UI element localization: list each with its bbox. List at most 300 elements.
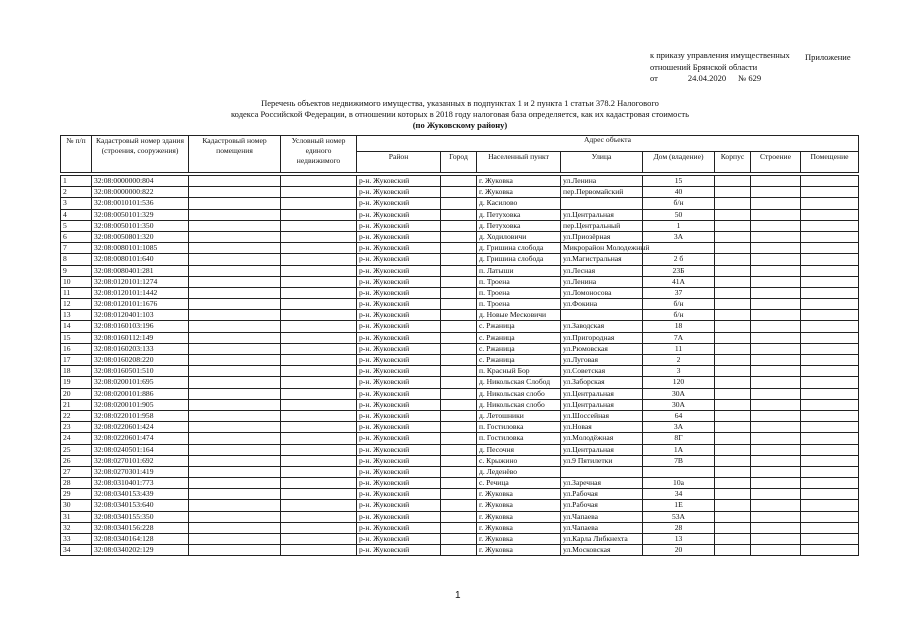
table-header-row	[61, 136, 859, 152]
structure-cell	[751, 478, 801, 489]
table-row	[61, 332, 859, 343]
settlement-cell: п. Гостиловка	[477, 433, 561, 444]
district-cell: р-н. Жуковский	[357, 455, 441, 466]
structure-cell	[751, 343, 801, 354]
structure-cell	[751, 176, 801, 187]
row-number: 5	[61, 220, 92, 231]
conditional-number	[281, 500, 357, 511]
row-number: 22	[61, 410, 92, 421]
street-cell	[561, 198, 643, 209]
cadastral-building-number: 32:08:0220601:424	[92, 422, 189, 433]
city-cell	[441, 299, 477, 310]
cadastral-premise-number	[189, 321, 281, 332]
cadastral-premise-number	[189, 478, 281, 489]
table-row	[61, 522, 859, 533]
settlement-cell: с. Речица	[477, 478, 561, 489]
conditional-number	[281, 399, 357, 410]
conditional-number	[281, 187, 357, 198]
conditional-number	[281, 366, 357, 377]
table-body	[61, 176, 859, 556]
building-cell	[715, 522, 751, 533]
cadastral-building-number: 32:08:0220101:958	[92, 410, 189, 421]
district-cell: р-н. Жуковский	[357, 534, 441, 545]
city-cell	[441, 545, 477, 556]
premise-cell	[801, 220, 859, 231]
house-cell: 20	[643, 545, 715, 556]
table-row	[61, 489, 859, 500]
premise-cell	[801, 209, 859, 220]
conditional-number	[281, 534, 357, 545]
house-cell: 10а	[643, 478, 715, 489]
page-number: 1	[455, 590, 461, 601]
table-row	[61, 176, 859, 187]
premise-cell	[801, 545, 859, 556]
cadastral-building-number: 32:08:0120101:1274	[92, 276, 189, 287]
street-cell: ул.9 Пятилетки	[561, 455, 643, 466]
premise-cell	[801, 310, 859, 321]
city-cell	[441, 500, 477, 511]
street-cell: ул.Ленина	[561, 176, 643, 187]
city-cell	[441, 176, 477, 187]
cadastral-premise-number	[189, 343, 281, 354]
premise-cell	[801, 422, 859, 433]
settlement-cell: п. Латыши	[477, 265, 561, 276]
header-structure: Строение	[751, 152, 801, 173]
settlement-cell: г. Жуковка	[477, 187, 561, 198]
city-cell	[441, 209, 477, 220]
cadastral-premise-number	[189, 287, 281, 298]
street-cell: ул.Луговая	[561, 355, 643, 366]
building-cell	[715, 355, 751, 366]
structure-cell	[751, 466, 801, 477]
premise-cell	[801, 410, 859, 421]
row-number: 8	[61, 254, 92, 265]
cadastral-building-number: 32:08:0050101:350	[92, 220, 189, 231]
city-cell	[441, 455, 477, 466]
district-cell: р-н. Жуковский	[357, 187, 441, 198]
conditional-number	[281, 343, 357, 354]
structure-cell	[751, 511, 801, 522]
cadastral-building-number: 32:08:0080401:281	[92, 265, 189, 276]
table-row	[61, 220, 859, 231]
cadastral-building-number: 32:08:0340155:350	[92, 511, 189, 522]
settlement-cell: д. Леденёво	[477, 466, 561, 477]
structure-cell	[751, 209, 801, 220]
house-cell: 64	[643, 410, 715, 421]
conditional-number	[281, 310, 357, 321]
house-cell: 8Г	[643, 433, 715, 444]
house-cell: 41А	[643, 276, 715, 287]
structure-cell	[751, 276, 801, 287]
street-cell: Микрорайон Молодежный	[561, 243, 643, 254]
conditional-number	[281, 388, 357, 399]
premise-cell	[801, 388, 859, 399]
conditional-number	[281, 198, 357, 209]
conditional-number	[281, 377, 357, 388]
street-cell: ул.Чапаева	[561, 522, 643, 533]
table-row	[61, 511, 859, 522]
structure-cell	[751, 444, 801, 455]
district-cell: р-н. Жуковский	[357, 422, 441, 433]
cadastral-premise-number	[189, 276, 281, 287]
table-row	[61, 534, 859, 545]
cadastral-building-number: 32:08:0160103:196	[92, 321, 189, 332]
city-cell	[441, 355, 477, 366]
settlement-cell: г. Жуковка	[477, 511, 561, 522]
street-cell: ул.Приозёрная	[561, 231, 643, 242]
building-cell	[715, 332, 751, 343]
settlement-cell: г. Жуковка	[477, 534, 561, 545]
building-cell	[715, 254, 751, 265]
cadastral-premise-number	[189, 209, 281, 220]
premise-cell	[801, 243, 859, 254]
building-cell	[715, 545, 751, 556]
building-cell	[715, 422, 751, 433]
table-row	[61, 231, 859, 242]
table-row	[61, 276, 859, 287]
city-cell	[441, 377, 477, 388]
structure-cell	[751, 299, 801, 310]
document-title	[180, 98, 740, 131]
order-date: 24.04.2020	[687, 73, 727, 83]
row-number: 31	[61, 511, 92, 522]
building-cell	[715, 209, 751, 220]
row-number: 4	[61, 209, 92, 220]
street-cell: ул.Карла Либкнехта	[561, 534, 643, 545]
header-cad-premise: Кадастровый номер помещения	[189, 136, 281, 173]
premise-cell	[801, 176, 859, 187]
row-number: 13	[61, 310, 92, 321]
district-cell: р-н. Жуковский	[357, 466, 441, 477]
row-number: 11	[61, 287, 92, 298]
district-cell: р-н. Жуковский	[357, 209, 441, 220]
cadastral-building-number: 32:08:0080101:640	[92, 254, 189, 265]
cadastral-building-number: 32:08:0050801:320	[92, 231, 189, 242]
header-cad-building: Кадастровый номер здания (строения, сооружения)	[92, 136, 189, 173]
street-cell: пер.Первомайский	[561, 187, 643, 198]
settlement-cell: д. Песочня	[477, 444, 561, 455]
district-cell: р-н. Жуковский	[357, 231, 441, 242]
house-cell: 1	[643, 220, 715, 231]
district-cell: р-н. Жуковский	[357, 410, 441, 421]
cadastral-building-number: 32:08:0160501:510	[92, 366, 189, 377]
building-cell	[715, 231, 751, 242]
structure-cell	[751, 522, 801, 533]
street-cell: ул.Центральная	[561, 209, 643, 220]
conditional-number	[281, 444, 357, 455]
district-cell: р-н. Жуковский	[357, 220, 441, 231]
row-number: 15	[61, 332, 92, 343]
settlement-cell: д. Гришина слобода	[477, 243, 561, 254]
district-cell: р-н. Жуковский	[357, 198, 441, 209]
settlement-cell: с. Ржаница	[477, 355, 561, 366]
cadastral-building-number: 32:08:0200101:905	[92, 399, 189, 410]
row-number: 17	[61, 355, 92, 366]
row-number: 1	[61, 176, 92, 187]
house-cell: б/н	[643, 299, 715, 310]
building-cell	[715, 198, 751, 209]
cadastral-building-number: 32:08:0050101:329	[92, 209, 189, 220]
building-cell	[715, 299, 751, 310]
street-cell: ул.Рабочая	[561, 489, 643, 500]
settlement-cell: с. Крыжино	[477, 455, 561, 466]
cadastral-premise-number	[189, 377, 281, 388]
row-number: 25	[61, 444, 92, 455]
street-cell: ул.Рюмовская	[561, 343, 643, 354]
building-cell	[715, 310, 751, 321]
cadastral-premise-number	[189, 466, 281, 477]
house-cell: 50	[643, 209, 715, 220]
city-cell	[441, 265, 477, 276]
row-number: 14	[61, 321, 92, 332]
building-cell	[715, 287, 751, 298]
cadastral-premise-number	[189, 198, 281, 209]
table-row	[61, 355, 859, 366]
table-row	[61, 500, 859, 511]
table-row	[61, 410, 859, 421]
house-cell	[643, 243, 715, 254]
cadastral-building-number: 32:08:0220601:474	[92, 433, 189, 444]
city-cell	[441, 534, 477, 545]
cadastral-building-number: 32:08:0310401:773	[92, 478, 189, 489]
settlement-cell: п. Троена	[477, 276, 561, 287]
cadastral-premise-number	[189, 265, 281, 276]
house-cell: 7А	[643, 332, 715, 343]
street-cell: ул.Магистральная	[561, 254, 643, 265]
premise-cell	[801, 231, 859, 242]
conditional-number	[281, 332, 357, 343]
settlement-cell: д. Никольская слобо	[477, 399, 561, 410]
table-row	[61, 265, 859, 276]
structure-cell	[751, 377, 801, 388]
street-cell: пер.Центральный	[561, 220, 643, 231]
structure-cell	[751, 500, 801, 511]
settlement-cell: г. Жуковка	[477, 489, 561, 500]
building-cell	[715, 176, 751, 187]
street-cell: ул.Заречная	[561, 478, 643, 489]
house-cell: 34	[643, 489, 715, 500]
cadastral-premise-number	[189, 545, 281, 556]
conditional-number	[281, 321, 357, 332]
district-cell: р-н. Жуковский	[357, 355, 441, 366]
cadastral-building-number: 32:08:0340164:128	[92, 534, 189, 545]
structure-cell	[751, 388, 801, 399]
cadastral-premise-number	[189, 422, 281, 433]
cadastral-building-number: 32:08:0200101:886	[92, 388, 189, 399]
row-number: 34	[61, 545, 92, 556]
structure-cell	[751, 265, 801, 276]
cadastral-building-number: 32:08:0160203:133	[92, 343, 189, 354]
header-street: Улица	[561, 152, 643, 173]
district-cell: р-н. Жуковский	[357, 366, 441, 377]
title-subtitle: (по Жуковскому району)	[412, 120, 508, 130]
premise-cell	[801, 522, 859, 533]
structure-cell	[751, 399, 801, 410]
table-row	[61, 388, 859, 399]
row-number: 20	[61, 388, 92, 399]
street-cell: ул.Молодёжная	[561, 433, 643, 444]
conditional-number	[281, 355, 357, 366]
table-row	[61, 254, 859, 265]
cadastral-premise-number	[189, 399, 281, 410]
house-cell: 30А	[643, 388, 715, 399]
cadastral-premise-number	[189, 511, 281, 522]
row-number: 12	[61, 299, 92, 310]
header-num: № п/п	[61, 136, 92, 173]
city-cell	[441, 444, 477, 455]
city-cell	[441, 399, 477, 410]
city-cell	[441, 366, 477, 377]
cadastral-premise-number	[189, 355, 281, 366]
table-row	[61, 455, 859, 466]
structure-cell	[751, 231, 801, 242]
premise-cell	[801, 511, 859, 522]
order-line-1: к приказу управления имущественных	[650, 50, 790, 60]
premise-cell	[801, 198, 859, 209]
city-cell	[441, 489, 477, 500]
structure-cell	[751, 489, 801, 500]
header-cond-number: Условный номер единого недвижимого	[281, 136, 357, 173]
district-cell: р-н. Жуковский	[357, 287, 441, 298]
city-cell	[441, 187, 477, 198]
cadastral-premise-number	[189, 489, 281, 500]
table-row	[61, 366, 859, 377]
house-cell: 15	[643, 176, 715, 187]
street-cell: ул.Заводская	[561, 321, 643, 332]
district-cell: р-н. Жуковский	[357, 176, 441, 187]
street-cell	[561, 466, 643, 477]
house-cell: 37	[643, 287, 715, 298]
district-cell: р-н. Жуковский	[357, 299, 441, 310]
house-cell: 11	[643, 343, 715, 354]
structure-cell	[751, 534, 801, 545]
appendix-label: Приложение	[805, 52, 851, 62]
settlement-cell: с. Ржаница	[477, 332, 561, 343]
street-cell: ул.Новая	[561, 422, 643, 433]
district-cell: р-н. Жуковский	[357, 310, 441, 321]
conditional-number	[281, 176, 357, 187]
district-cell: р-н. Жуковский	[357, 276, 441, 287]
district-cell: р-н. Жуковский	[357, 265, 441, 276]
cadastral-building-number: 32:08:0270101:692	[92, 455, 189, 466]
cadastral-premise-number	[189, 187, 281, 198]
structure-cell	[751, 455, 801, 466]
cadastral-premise-number	[189, 500, 281, 511]
row-number: 21	[61, 399, 92, 410]
premise-cell	[801, 254, 859, 265]
settlement-cell: г. Жуковка	[477, 500, 561, 511]
house-cell: 23Б	[643, 265, 715, 276]
cadastral-building-number: 32:08:0000000:822	[92, 187, 189, 198]
building-cell	[715, 377, 751, 388]
cadastral-premise-number	[189, 243, 281, 254]
row-number: 16	[61, 343, 92, 354]
row-number: 24	[61, 433, 92, 444]
cadastral-building-number: 32:08:0160112:149	[92, 332, 189, 343]
building-cell	[715, 466, 751, 477]
structure-cell	[751, 433, 801, 444]
structure-cell	[751, 422, 801, 433]
city-cell	[441, 410, 477, 421]
structure-cell	[751, 366, 801, 377]
conditional-number	[281, 243, 357, 254]
settlement-cell: г. Жуковка	[477, 176, 561, 187]
settlement-cell: г. Жуковка	[477, 545, 561, 556]
house-cell: 18	[643, 321, 715, 332]
conditional-number	[281, 410, 357, 421]
city-cell	[441, 310, 477, 321]
premise-cell	[801, 332, 859, 343]
city-cell	[441, 466, 477, 477]
row-number: 18	[61, 366, 92, 377]
cadastral-building-number: 32:08:0120101:1442	[92, 287, 189, 298]
city-cell	[441, 321, 477, 332]
building-cell	[715, 187, 751, 198]
street-cell: ул.Пригородная	[561, 332, 643, 343]
structure-cell	[751, 545, 801, 556]
building-cell	[715, 265, 751, 276]
house-cell: 40	[643, 187, 715, 198]
structure-cell	[751, 287, 801, 298]
house-cell: 30А	[643, 399, 715, 410]
premise-cell	[801, 455, 859, 466]
city-cell	[441, 522, 477, 533]
cadastral-premise-number	[189, 455, 281, 466]
conditional-number	[281, 422, 357, 433]
conditional-number	[281, 466, 357, 477]
settlement-cell: п. Красный Бор	[477, 366, 561, 377]
date-prefix: от	[650, 73, 658, 83]
table-row	[61, 310, 859, 321]
cadastral-premise-number	[189, 522, 281, 533]
premise-cell	[801, 265, 859, 276]
conditional-number	[281, 299, 357, 310]
conditional-number	[281, 231, 357, 242]
city-cell	[441, 276, 477, 287]
district-cell: р-н. Жуковский	[357, 243, 441, 254]
house-cell: 1А	[643, 444, 715, 455]
row-number: 3	[61, 198, 92, 209]
cadastral-building-number: 32:08:0340153:640	[92, 500, 189, 511]
city-cell	[441, 433, 477, 444]
conditional-number	[281, 276, 357, 287]
cadastral-building-number: 32:08:0340153:439	[92, 489, 189, 500]
city-cell	[441, 343, 477, 354]
building-cell	[715, 410, 751, 421]
conditional-number	[281, 265, 357, 276]
city-cell	[441, 332, 477, 343]
street-cell: ул.Ломоносова	[561, 287, 643, 298]
district-cell: р-н. Жуковский	[357, 478, 441, 489]
table-row	[61, 321, 859, 332]
cadastral-building-number: 32:08:0080101:1085	[92, 243, 189, 254]
district-cell: р-н. Жуковский	[357, 332, 441, 343]
settlement-cell: с. Ржаница	[477, 343, 561, 354]
city-cell	[441, 388, 477, 399]
order-number: № 629	[738, 73, 762, 83]
title-line-2: кодекса Российской Федерации, в отношении которых в 2018 году налоговая база определяется, как их кадастровая стоимость	[230, 109, 689, 119]
order-line-2: отношений Брянской области	[650, 61, 758, 72]
property-table	[60, 135, 859, 556]
table-row	[61, 545, 859, 556]
city-cell	[441, 511, 477, 522]
conditional-number	[281, 287, 357, 298]
house-cell: 3А	[643, 231, 715, 242]
conditional-number	[281, 220, 357, 231]
premise-cell	[801, 500, 859, 511]
cadastral-premise-number	[189, 220, 281, 231]
order-reference	[650, 50, 790, 85]
